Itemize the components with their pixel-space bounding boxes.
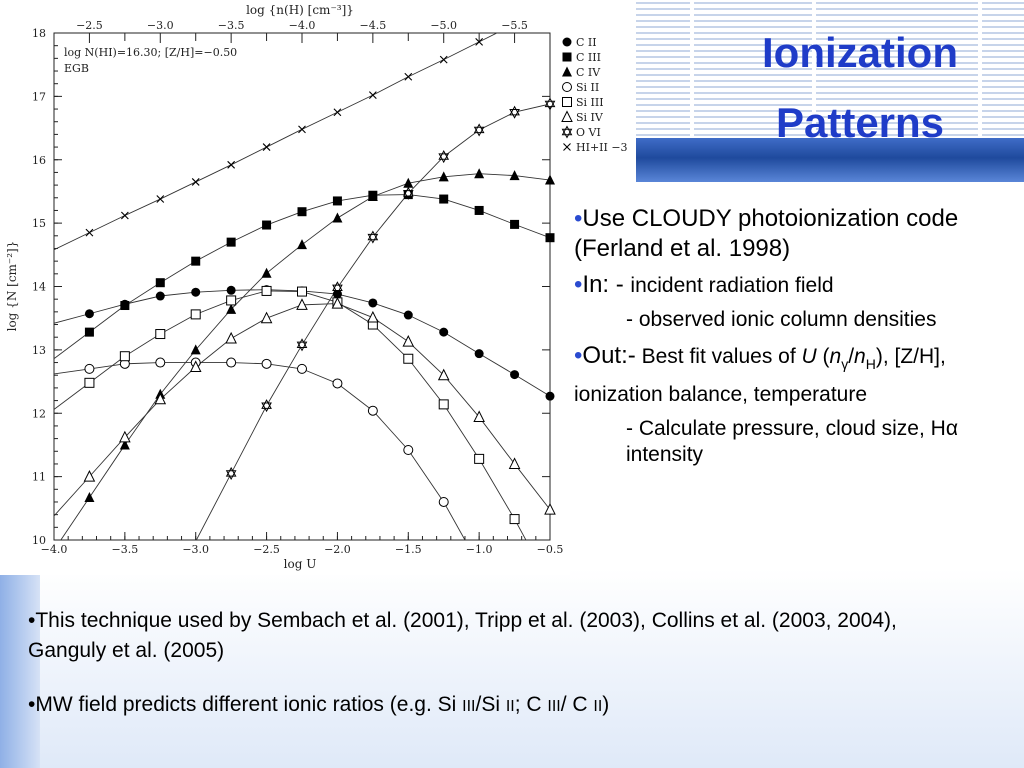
symbol-alpha: α (945, 416, 958, 440)
point-si-ii (298, 364, 307, 373)
chart-legend (562, 36, 628, 154)
point-si-iii (227, 296, 236, 305)
point-c-iii (156, 278, 165, 287)
y-tick-label: 15 (32, 217, 46, 231)
point-c-ii (156, 292, 165, 301)
mw-mid1: /Si (475, 693, 506, 716)
point-si-ii (368, 406, 377, 415)
bullet-out-dash: - (627, 342, 636, 369)
y-axis-label: log {N [cm⁻²]} (5, 240, 19, 332)
bullet-marker: • (574, 205, 583, 232)
x-tick-label: −2.0 (324, 543, 351, 556)
symbol-U: U (801, 345, 817, 368)
legend-label-si-iv: Si IV (576, 111, 603, 124)
bullet-out-sub-pre: - Calculate pressure, cloud size, H (626, 416, 946, 440)
bullet-cloudy (574, 204, 1019, 264)
symbol-n-H: n (854, 345, 866, 368)
point-c-iii (333, 196, 342, 205)
legend-label-si-iii: Si III (576, 96, 604, 109)
point-si-iii (510, 515, 519, 524)
point-c-ii (368, 298, 377, 307)
chart-background (0, 0, 570, 575)
bullet-out-slash: / (848, 345, 855, 368)
top-tick-label: −5.0 (430, 19, 458, 32)
mw-mid3: / C (560, 693, 594, 716)
y-tick-label: 16 (32, 153, 46, 167)
point-si-ii (227, 358, 236, 367)
x-axis-label: log U (283, 557, 317, 571)
subscript-H: H (865, 355, 876, 372)
x-tick-label: −4.0 (40, 543, 68, 556)
top-tick-label: −3.0 (146, 19, 174, 32)
corner-divider (690, 0, 694, 136)
roman-c-ii: II (593, 698, 603, 715)
x-tick-label: −1.0 (465, 543, 493, 556)
point-si-iii (475, 454, 484, 463)
point-c-iii (475, 206, 484, 215)
chart-annotation-params: log N(HI)=16.30; [Z/H]=−0.50 (64, 46, 238, 59)
legend-marker-c-iii (563, 53, 572, 62)
point-si-iii (404, 354, 413, 363)
point-c-iii (298, 207, 307, 216)
point-c-ii (510, 370, 519, 379)
point-si-iii (439, 400, 448, 409)
top-tick-label: −4.5 (359, 19, 387, 32)
top-tick-label: −2.5 (76, 19, 103, 32)
bullet-out-sub (574, 416, 1019, 468)
x-tick-label: −3.0 (182, 543, 210, 556)
bullet-in-dash: - (609, 271, 631, 298)
slide-title-line1: Ionization (762, 29, 958, 76)
top-tick-label: −3.5 (217, 19, 245, 32)
chart-annotation-field: EGB (64, 62, 89, 75)
x-tick-label: −3.5 (111, 543, 139, 556)
bullet-out-pre: Best fit values of (635, 345, 802, 368)
legend-label-o-vi: O VI (576, 126, 601, 139)
point-c-iii (120, 301, 129, 310)
y-tick-label: 13 (32, 343, 46, 357)
mw-mid2: ; C (514, 693, 548, 716)
point-si-iii (85, 378, 94, 387)
point-c-iii (262, 221, 271, 230)
y-tick-label: 14 (32, 280, 46, 294)
legend-label-c-ii: C II (576, 36, 597, 49)
point-si-ii (439, 497, 448, 506)
bullet-out (574, 341, 1019, 410)
point-si-iii (156, 330, 165, 339)
legend-label-c-iii: C III (576, 51, 601, 64)
bullet-list (574, 204, 1019, 476)
point-c-iii (227, 238, 236, 247)
mw-pre: •MW field predicts different ionic ratios (e.g. Si (28, 693, 463, 716)
top-tick-label: −4.0 (288, 19, 316, 32)
point-si-iii (191, 310, 200, 319)
y-tick-label: 11 (32, 470, 46, 484)
point-si-ii (156, 358, 165, 367)
point-si-iii (120, 352, 129, 361)
bullet-out-open: ( (816, 345, 830, 368)
legend-marker-c-ii (563, 38, 572, 47)
x-tick-label: −2.5 (253, 543, 280, 556)
mw-post: ) (602, 693, 610, 716)
x-tick-label: −0.5 (536, 543, 564, 556)
bullet-marker: • (574, 342, 583, 369)
legend-label-si-ii: Si II (576, 81, 600, 94)
top-axis-label: log {n(H) [cm⁻³]} (246, 3, 354, 17)
legend-marker-si-iii (563, 98, 572, 107)
slide-title (700, 18, 1020, 158)
roman-si-iii: III (462, 698, 476, 715)
point-c-ii (404, 311, 413, 320)
point-si-ii (262, 359, 271, 368)
mw-field-bullet (28, 690, 908, 722)
point-c-ii (227, 286, 236, 295)
bullet-in-text: incident radiation field (630, 274, 834, 297)
point-c-iii (510, 220, 519, 229)
point-c-iii (439, 195, 448, 204)
top-tick-label: −5.5 (501, 19, 528, 32)
point-si-ii (85, 364, 94, 373)
point-c-ii (191, 288, 200, 297)
bullet-in (574, 270, 1019, 301)
bullet-cloudy-text: Use CLOUDY photoionization code (Ferland et al. 1998) (574, 205, 959, 262)
slide-title-line2: Patterns (775, 99, 945, 146)
bullet-out-close: ), (875, 345, 889, 368)
y-tick-label: 12 (32, 407, 46, 421)
legend-marker-si-ii (563, 83, 572, 92)
y-tick-label: 10 (32, 534, 46, 547)
subscript-gamma: γ (841, 355, 849, 372)
legend-label-hi-ii-3: HI+II −3 (576, 141, 628, 154)
point-c-ii (546, 392, 555, 401)
bullet-marker: • (574, 271, 583, 298)
point-c-ii (439, 328, 448, 337)
references-bullet: •This technique used by Sembach et al. (2001), Tripp et al. (2003), Collins et al. (2003, 2004), Ganguly et al. (2005) (28, 609, 897, 662)
point-si-iii (298, 287, 307, 296)
x-tick-label: −1.5 (394, 543, 422, 556)
bullet-in-sub: - observed ionic column densities (626, 308, 937, 331)
bullet-in-label: In: (582, 271, 610, 298)
point-si-ii (404, 446, 413, 455)
bullet-out-label: Out: (582, 342, 628, 369)
symbol-n-gamma: n (829, 345, 842, 368)
point-si-ii (333, 379, 342, 388)
point-c-iii (191, 257, 200, 266)
legend-label-c-iv: C IV (576, 66, 601, 79)
roman-si-ii: II (505, 698, 515, 715)
y-tick-label: 18 (32, 27, 46, 40)
point-c-iii (546, 233, 555, 242)
y-tick-label: 17 (32, 90, 46, 104)
point-c-ii (475, 349, 484, 358)
point-c-iii (85, 328, 94, 337)
point-si-iii (262, 286, 271, 295)
bullet-out-rest: [Z/H], ionization balance, temperature (574, 345, 946, 406)
bullet-out-sub-post: intensity (626, 442, 704, 466)
point-c-ii (85, 309, 94, 318)
roman-c-iii: III (547, 698, 561, 715)
